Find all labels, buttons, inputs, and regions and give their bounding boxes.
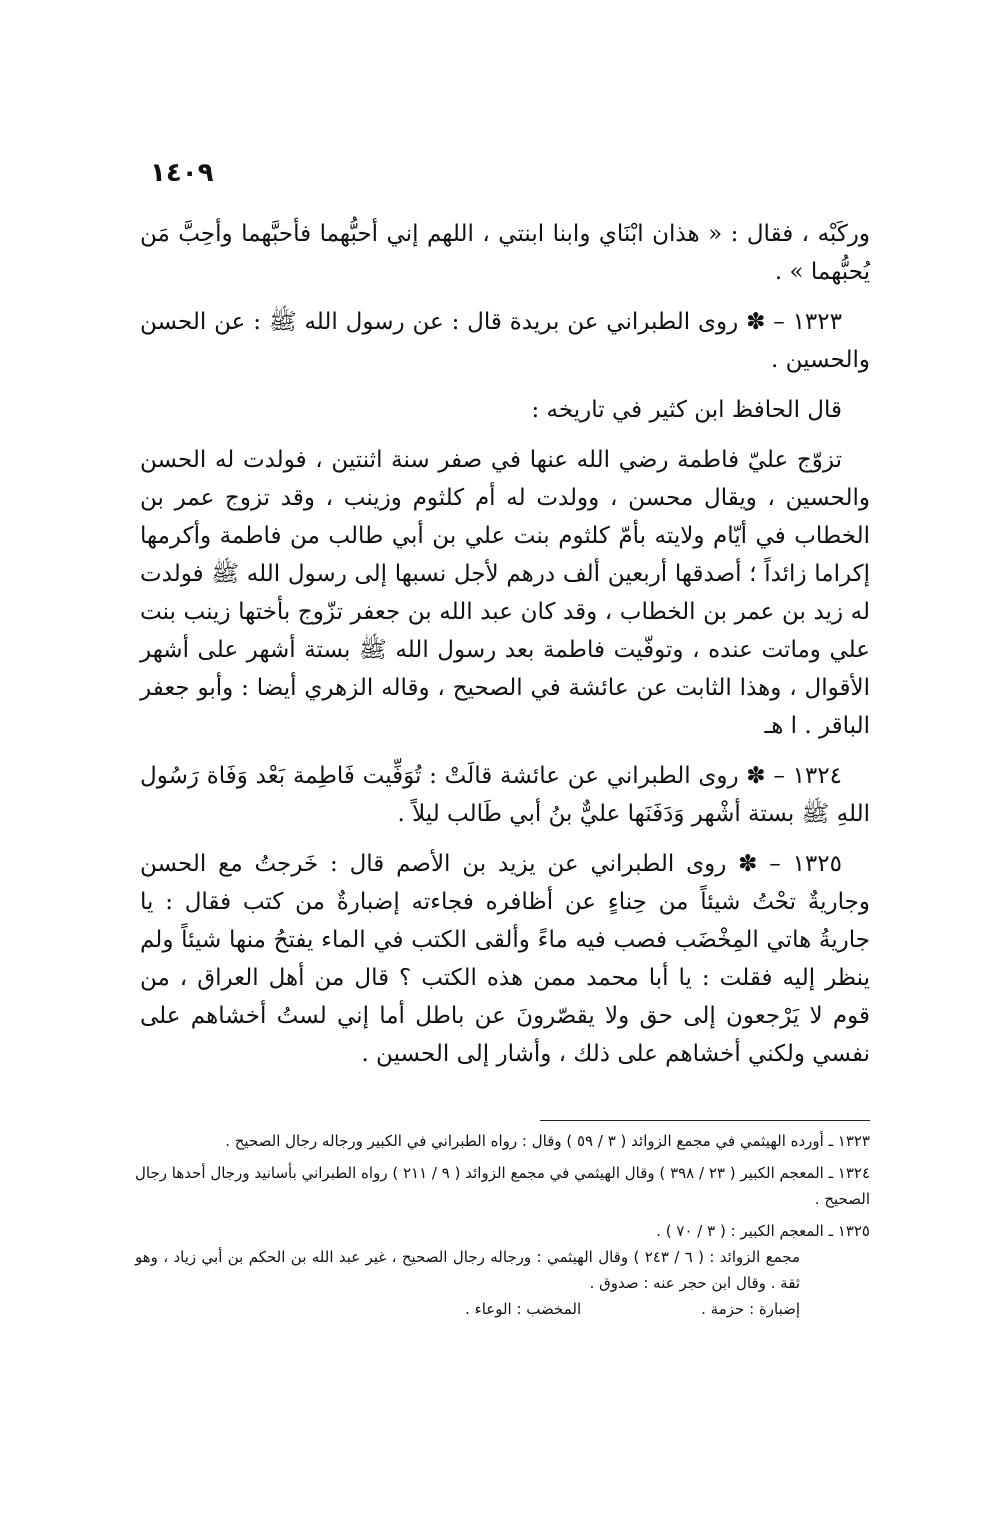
main-text — [140, 215, 870, 1085]
footnote-1325-detail: مجمع الزوائد : ( ٦ / ٢٤٣ ) وقال الهيثمي : ورجاله رجال الصحيح ، غير عبد الله بن الحكم بن أبي زياد ، وهو ثقة . وقال ابن حجر عنه : صدوق . — [135, 1248, 801, 1292]
glossary-idbara: إضبارة : حزمة . — [701, 1300, 800, 1318]
footnote-glossary — [135, 1296, 870, 1328]
footnote-1324: ١٣٢٤ ـ المعجم الكبير ( ٢٣ / ٣٩٨ ) وقال الهيثمي في مجمع الزوائد ( ٩ / ٢١١ ) رواه الطبراني بأسانيد ورجال أحدها رجال الصحيح . — [135, 1164, 871, 1208]
hadith-1323: ١٣٢٣ – ✽ روى الطبراني عن بريدة قال : عن رسول الله ﷺ : عن الحسن والحسين . — [140, 309, 870, 373]
hadith-1325: ١٣٢٥ – ✽ روى الطبراني عن يزيد بن الأصم قال : خَرجتُ مع الحسن وجاريةٌ تحْتُ شيئاً من حِناءٍ عن أظافره فجاءته إضبارةٌ من كتب فقال : يا جاريةُ هاتي المِخْضَب فصب فيه ماءً وألقى الكتب في الماء يفتحُ منها شيئاً ولم ينظر إليه فقلت : يا أبا محمد ممن هذه الكتب ؟ قال من أهل العراق ، من قوم لا يَرْجعون إلى حق ولا يقصّرونَ عن باطل أما إني لستُ أخشاهم على نفسي ولكني أخشاهم على ذلك ، وأشار إلى الحسين . — [140, 851, 870, 1067]
page-number: ١٤٠٩ — [150, 158, 214, 188]
footnotes — [135, 1128, 870, 1328]
paragraph-continuation: وركَبْه ، فقال : « هذان ابْنَاي وابنا ابنتي ، اللهم إني أحبُّهما فأحبَّهما وأحِبَّ مَن يُحبُّهما » . — [140, 221, 870, 285]
footnote-1325: ١٣٢٥ ـ المعجم الكبير : ( ٣ / ٧٠ ) . — [656, 1222, 870, 1240]
footnote-divider — [540, 1120, 870, 1121]
quote-intro: قال الحافظ ابن كثير في تاريخه : — [531, 397, 842, 423]
hadith-1324: ١٣٢٤ – ✽ روى الطبراني عن عائشة قالَتْ : تُوَفِّيت فَاطِمة بَعْد وَفَاة رَسُول اللهِ ﷺ بستة أشْهر وَدَفَنَها عليٌّ بنُ أبي طَالب ليلاً . — [140, 763, 870, 827]
glossary-mikhdab: المخضب : الوعاء . — [465, 1300, 582, 1318]
footnote-1323: ١٣٢٣ ـ أورده الهيثمي في مجمع الزوائد ( ٣ / ٥٩ ) وقال : رواه الطبراني في الكبير ورجاله رجال الصحيح . — [225, 1132, 870, 1150]
ibn-kathir-quote: تزوّج عليّ فاطمة رضي الله عنها في صفر سنة اثنتين ، فولدت له الحسن والحسين ، ويقال محسن ، وولدت له أم كلثوم وزينب ، وقد تزوج عمر بن الخطاب في أيّام ولايته بأمّ كلثوم بنت علي بن أبي طالب من فاطمة وأكرمها إكراما زائداً ؛ أصدقها أربعين ألف درهم لأجل نسبها إلى رسول الله ﷺ فولدت له زيد بن عمر بن الخطاب ، وقد كان عبد الله بن جعفر تزّوج بأختها زينب بنت علي وماتت عنده ، وتوفّيت فاطمة بعد رسول الله ﷺ بستة أشهر على أشهر الأقوال ، وهذا الثابت عن عائشة في الصحيح ، وقاله الزهري أيضا : وأبو جعفر الباقر . ا هـ — [140, 447, 870, 739]
